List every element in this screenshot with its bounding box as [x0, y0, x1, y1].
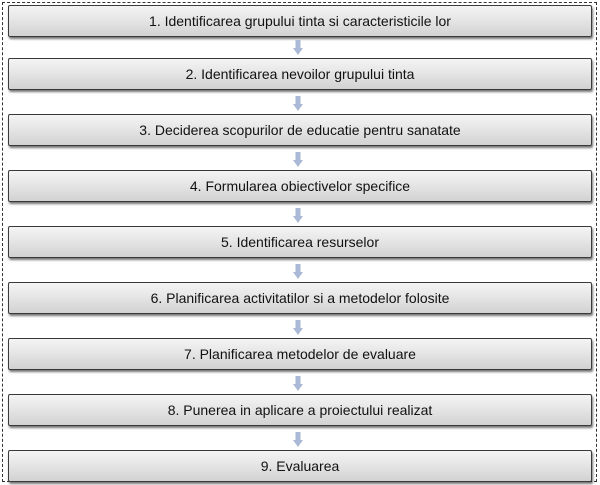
- step-4-label: 4. Formularea obiectivelor specifice: [189, 178, 411, 194]
- step-8-box: [8, 394, 592, 426]
- step-7-box: [8, 338, 592, 370]
- step-6-box: [8, 282, 592, 314]
- step-5-box: [8, 226, 592, 258]
- step-3-label: 3. Deciderea scopurilor de educatie pentru sanatate: [139, 122, 461, 138]
- down-arrow-icon: [293, 96, 303, 111]
- step-1-label: 1. Identificarea grupului tinta si caracteristicile lor: [149, 13, 451, 29]
- step-2-box: [8, 58, 592, 90]
- step-1-box: [8, 5, 592, 37]
- down-arrow-icon: [293, 264, 303, 279]
- down-arrow-icon: [293, 432, 303, 447]
- step-2-label: 2. Identificarea nevoilor grupului tinta: [185, 66, 415, 82]
- step-9-label: 9. Evaluarea: [260, 458, 340, 474]
- down-arrow-icon: [293, 320, 303, 335]
- step-6-label: 6. Planificarea activitatilor si a metodelor folosite: [150, 290, 450, 306]
- down-arrow-icon: [293, 40, 303, 55]
- step-3-box: [8, 114, 592, 146]
- step-7-label: 7. Planificarea metodelor de evaluare: [184, 346, 416, 362]
- down-arrow-icon: [293, 152, 303, 167]
- down-arrow-icon: [293, 376, 303, 391]
- down-arrow-icon: [293, 208, 303, 223]
- step-4-box: [8, 170, 592, 202]
- step-5-label: 5. Identificarea resurselor: [221, 234, 379, 250]
- step-8-label: 8. Punerea in aplicare a proiectului realizat: [167, 402, 433, 418]
- step-9-box: [8, 450, 592, 482]
